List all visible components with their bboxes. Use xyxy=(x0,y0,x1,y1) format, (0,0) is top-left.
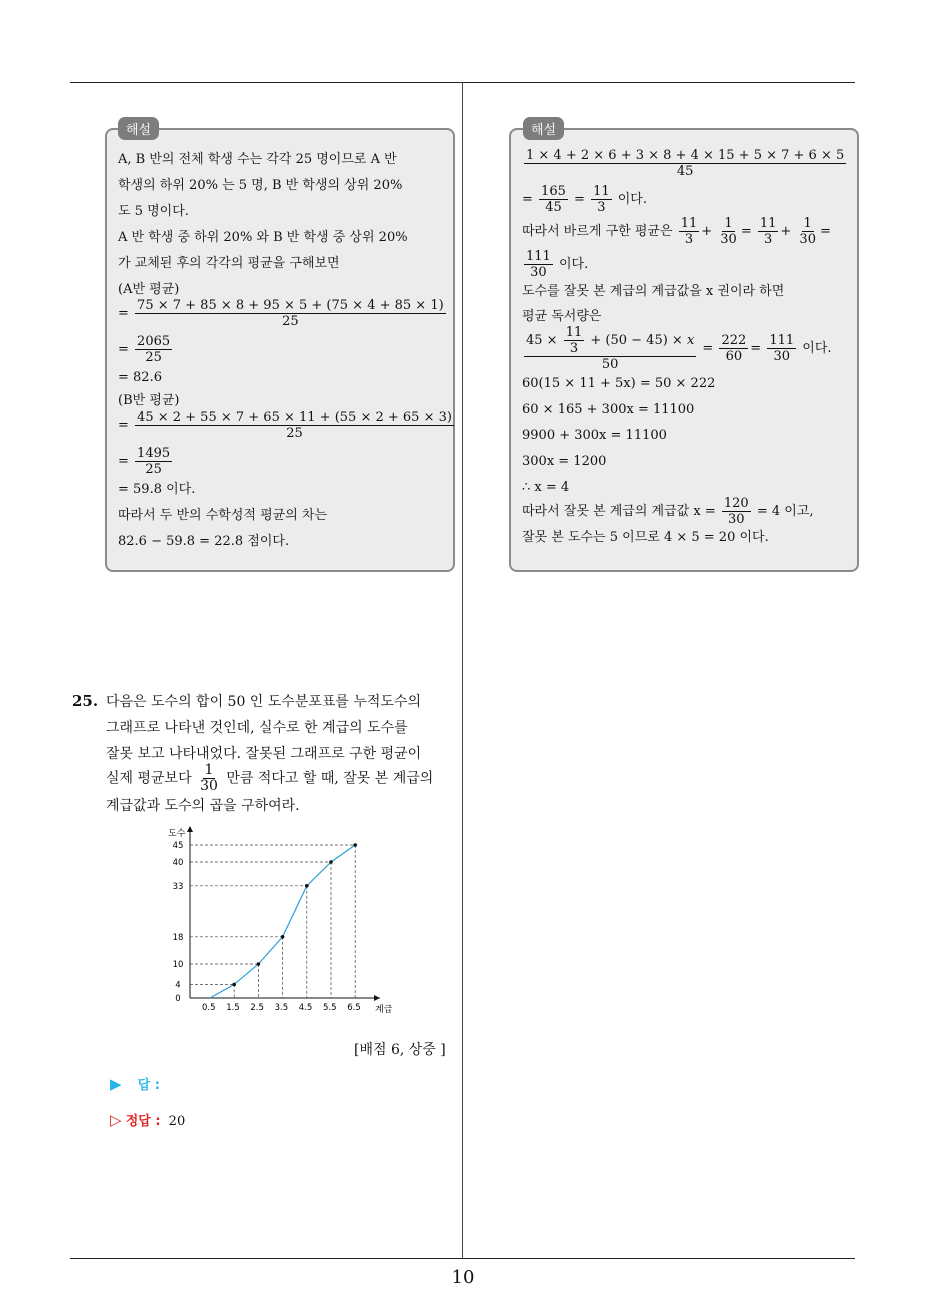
text-line: (A반 평균) xyxy=(118,282,180,297)
problem-text: 계급값과 도수의 곱을 구하여라. xyxy=(106,798,300,814)
x-tick-label: 4.5 xyxy=(298,1003,313,1013)
fraction-numerator: 111 xyxy=(769,333,795,348)
y-tick-label: 40 xyxy=(172,858,184,868)
fraction-denominator: 3 xyxy=(684,232,694,247)
data-point xyxy=(353,843,357,847)
problem-meta: [배점 6, 상중 ] xyxy=(354,1042,446,1058)
fraction-denominator: 30 xyxy=(799,232,816,247)
problem-text: 그래프로 나타낸 것인데, 실수로 한 계급의 도수를 xyxy=(106,720,408,736)
equation-line: 300x = 1200 xyxy=(522,454,607,469)
data-point xyxy=(281,935,285,939)
fraction-denominator: 45 xyxy=(676,164,694,179)
fraction-numerator: 11 xyxy=(680,216,698,231)
text-line: (B반 평균) xyxy=(118,393,180,408)
fraction-numerator: 11 xyxy=(565,325,583,340)
page-number: 10 xyxy=(451,1267,475,1288)
fraction-numerator: 11 xyxy=(593,184,610,199)
text-line: = 59.8 이다. xyxy=(118,482,196,497)
fraction-numerator: 111 xyxy=(526,249,551,264)
series-line xyxy=(210,845,355,998)
equation-line xyxy=(522,496,814,527)
text-line: = 82.6 xyxy=(118,370,162,385)
equation-line: = $\frac{2065}{25}$ xyxy=(118,334,171,365)
y-tick-label: 33 xyxy=(172,881,184,892)
y-axis-label: 도수 xyxy=(168,829,186,839)
problem-number: 25. xyxy=(72,692,99,710)
text-line: 82.6 − 59.8 = 22.8 점이다. xyxy=(118,534,290,549)
fraction-numerator: 11 xyxy=(759,216,777,231)
fraction-numerator: 222 xyxy=(721,333,747,348)
text-line: 평균 독서량은 xyxy=(522,309,602,324)
x-tick-label: 6.5 xyxy=(347,1003,361,1013)
equation-line: 9900 + 300x = 11100 xyxy=(522,428,667,443)
x-tick-label: 0.5 xyxy=(202,1003,216,1013)
equation-line: = $\frac{75 \times 7 + 85 \times 8 + 95 \times 5 + (75 \times 4 + 85 \times 1)}{25}$ xyxy=(118,298,444,329)
text-line: A, B 반의 전체 학생 수는 각각 25 명이므로 A 반 xyxy=(118,152,397,167)
y-tick-label: 18 xyxy=(172,932,184,943)
fraction-numerator: 75 × 7 + 85 × 8 + 95 × 5 + (75 × 4 + 85 × 1) xyxy=(137,298,444,313)
y-tick-label: 0 xyxy=(175,994,181,1004)
text-fragment: 따라서 바르게 구한 평균은 xyxy=(522,224,673,239)
text-line: 도수를 잘못 본 계급의 계급값을 x 권이라 하면 xyxy=(522,284,785,299)
text-fragment: 따라서 잘못 본 계급의 계급값 x = xyxy=(522,504,716,519)
equation-line xyxy=(522,148,848,179)
y-tick-label: 10 xyxy=(172,960,184,970)
fraction-numerator: 1 xyxy=(204,762,214,778)
text-line: 가 교체된 후의 각각의 평균을 구해보면 xyxy=(118,256,340,271)
correct-answer-label: 정답 : xyxy=(125,1114,161,1129)
problem-text xyxy=(106,763,433,794)
text-fragment: 실제 평균보다 xyxy=(106,770,192,787)
column-divider xyxy=(462,82,463,1258)
fraction-denominator: 50 xyxy=(601,357,619,372)
text-fragment: = 4 이고, xyxy=(756,504,814,519)
explanation-tag: 해설 xyxy=(523,117,564,140)
outline-play-icon: ▷ xyxy=(110,1111,122,1129)
fraction-numerator: 1 xyxy=(803,216,812,231)
x-tick-label: 5.5 xyxy=(323,1003,337,1013)
fraction-denominator: 25 xyxy=(145,350,162,365)
fraction-denominator: 3 xyxy=(569,341,579,356)
data-point xyxy=(257,962,261,966)
correct-answer-value: 20 xyxy=(168,1114,186,1129)
text-line: 잘못 본 도수는 5 이므로 4 × 5 = 20 이다. xyxy=(522,530,769,545)
equation-line: 60(15 × 11 + 5x) = 50 × 222 xyxy=(522,376,716,391)
equation-line: 따라서 바르게 구한 평균은 $\frac{11}{3}$ + $\frac{1}{30}$ = $\frac{11}{3}$ + $\frac{1}{30}$ = xyxy=(522,216,831,247)
cumulative-frequency-chart xyxy=(160,822,450,1022)
equation-line: 60 × 165 + 300x = 11100 xyxy=(522,402,695,417)
data-point xyxy=(305,884,309,888)
fraction-numerator: 165 xyxy=(541,184,566,199)
text-line: A 반 학생 중 하위 20% 와 B 반 학생 중 상위 20% xyxy=(118,230,408,245)
data-point xyxy=(232,983,236,987)
text-fragment: 이다. xyxy=(617,192,647,207)
fraction-numerator: 45 × 2 + 55 × 7 + 65 × 11 + (55 × 2 + 65 × 3) xyxy=(137,410,452,425)
fraction-denominator: 45 xyxy=(545,200,562,215)
fraction-numerator: 1 × 4 + 2 × 6 + 3 × 8 + 4 × 15 + 5 × 7 + 6 × 5 xyxy=(526,148,845,163)
bottom-rule xyxy=(70,1258,855,1259)
equation-line: = $\frac{1495}{25}$ xyxy=(118,446,171,477)
text-line: 따라서 두 반의 수학성적 평균의 차는 xyxy=(118,508,328,523)
x-tick-label: 1.5 xyxy=(226,1003,240,1013)
answer-label: 답 : xyxy=(137,1078,160,1093)
problem-text: 잘못 보고 나타내었다. 잘못된 그래프로 구한 평균이 xyxy=(106,746,422,762)
answer-row xyxy=(110,1074,160,1093)
explanation-tag: 해설 xyxy=(118,117,159,140)
fraction-numerator: 45 × $\frac{11}{3}$ + (50 − 45) × x xyxy=(526,325,695,356)
problem-text: 다음은 도수의 합이 50 인 도수분포표를 누적도수의 xyxy=(106,694,421,710)
y-tick-label: 45 xyxy=(172,841,184,851)
fraction-numerator: 2065 xyxy=(137,334,171,349)
text-fragment: 이다. xyxy=(558,257,589,272)
text-line: 도 5 명이다. xyxy=(118,204,189,219)
y-tick-label: 4 xyxy=(175,980,181,991)
data-point xyxy=(329,860,333,864)
fraction-denominator: 30 xyxy=(530,265,547,280)
text-line: 학생의 하위 20% 는 5 명, B 반 학생의 상위 20% xyxy=(118,178,403,193)
fraction-denominator: 30 xyxy=(728,512,745,527)
fraction-numerator: 120 xyxy=(723,496,749,511)
x-axis-arrow xyxy=(374,995,380,1001)
fraction-denominator: 30 xyxy=(720,232,737,247)
equation-line xyxy=(522,249,588,280)
x-tick-label: 3.5 xyxy=(274,1003,289,1013)
fraction-denominator: 25 xyxy=(145,462,162,477)
fraction-numerator: 1 xyxy=(724,216,733,231)
text-fragment: 만큼 적다고 할 때, 잘못 본 계급의 xyxy=(226,770,434,787)
fraction-denominator: 30 xyxy=(200,778,218,794)
fraction-denominator: 3 xyxy=(763,232,773,247)
correct-answer-row xyxy=(110,1110,185,1129)
equation-line: = $\frac{165}{45}$ = $\frac{11}{3}$ 이다. xyxy=(522,184,647,215)
y-axis-arrow xyxy=(187,826,193,832)
equation-line: 45 × $\frac{11}{3}$ + (50 − 45) × x 50 = $\frac{222}{60}$ = $\frac{111}{30}$ 이다. xyxy=(526,325,832,372)
fraction-numerator: 1495 xyxy=(137,446,171,461)
fraction-denominator: 25 xyxy=(286,426,303,441)
play-icon: ▶ xyxy=(110,1075,122,1093)
fraction-denominator: 60 xyxy=(725,349,743,364)
equation-line: = $\frac{45 \times 2 + 55 \times 7 + 65 \times 11 + (55 \times 2 + 65 \times 3)}{25}$ xyxy=(118,410,452,441)
fraction-denominator: 3 xyxy=(597,200,606,215)
equation-line: ∴ x = 4 xyxy=(522,480,570,495)
fraction-denominator: 25 xyxy=(282,314,299,329)
x-tick-label: 2.5 xyxy=(250,1003,264,1013)
fraction-denominator: 30 xyxy=(773,349,791,364)
text-fragment: 이다. xyxy=(802,341,832,356)
x-axis-label: 계급 xyxy=(375,1005,393,1015)
